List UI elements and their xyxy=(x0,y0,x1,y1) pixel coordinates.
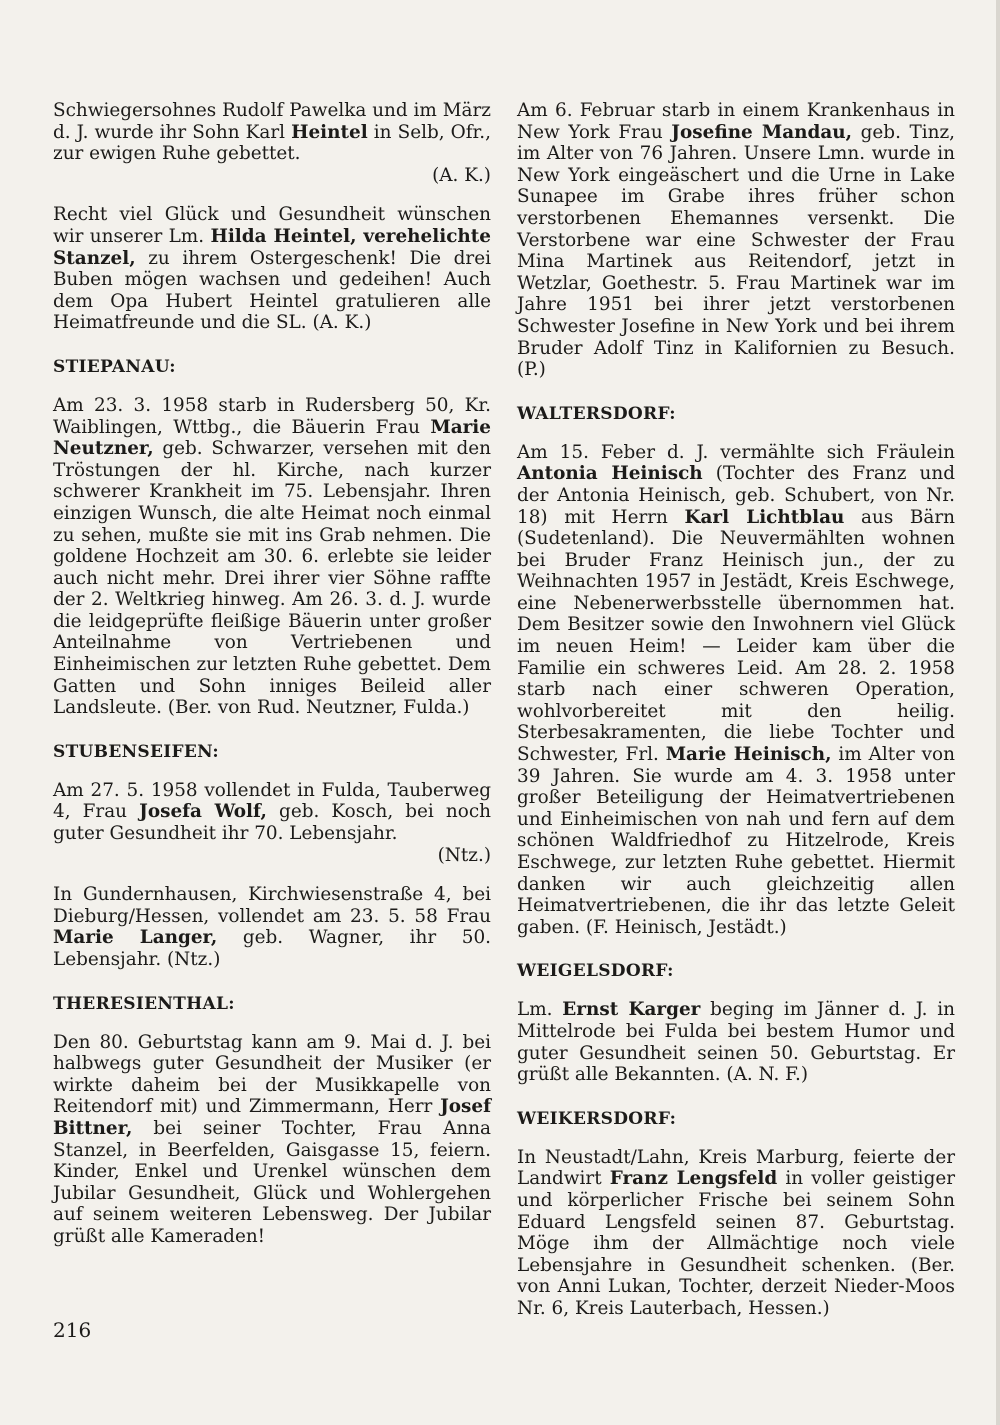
heading-stiepanau: STIEPANAU: xyxy=(53,356,176,377)
signature-ntz: (Ntz.) xyxy=(437,844,491,866)
paragraph-pawelka: Schwiegersohnes Rudolf Pawelka und im März d. J. wurde ihr Sohn Karl Heintel in Selb, Ofr., zur ewigen Ruhe gebettet. xyxy=(53,100,491,165)
paragraph-marie-langer: In Gundernhausen, Kirchwiesenstraße 4, bei Dieburg/Hessen, vollendet am 23. 5. 58 Frau Marie Langer, geb. Wagner, ihr 50. Lebensjahr. (Ntz.) xyxy=(53,884,491,970)
paragraph-josefine-mandau: Am 6. Februar starb in einem Krankenhaus in New York Frau Josefine Mandau, geb. Tinz, im Alter von 76 Jahren. Unsere Lmn. wurde in New York eingeäschert und die Urne in Lake Sunapee im Grabe ihres früher schon verstorbenen Ehemannes versenkt. Die Verstorbene war eine Schwester der Frau Mina Martinek aus Reitendorf, jetzt in Wetzlar, Goethestr. 5. Frau Martinek war im Jahre 1951 bei ihrer jetzt verstorbenen Schwester Josefine in New York und bei ihrem Bruder Adolf Tinz in Kalifornien zu Besuch. (P.) xyxy=(517,100,955,381)
paragraph-hilda-heintel: Recht viel Glück und Gesundheit wünschen wir unserer Lm. Hilda Heintel, verehelichte Stanzel, zu ihrem Ostergeschenk! Die drei Buben mögen wachsen und gedeihen! Auch dem Opa Hubert Heintel gratulieren alle Heimatfreunde und die SL. (A. K.) xyxy=(53,204,491,334)
paragraph-ernst-karger: Lm. Ernst Karger beging im Jänner d. J. in Mittelrode bei Fulda bei bestem Humor und guter Gesundheit seinen 50. Geburtstag. Er grüßt alle Bekannten. (A. N. F.) xyxy=(517,999,956,1086)
heading-weikersdorf: WEIKERSDORF: xyxy=(517,1108,677,1129)
paragraph-josefa-wolf: Am 27. 5. 1958 vollendet in Fulda, Tauberweg 4, Frau Josefa Wolf, geb. Kosch, bei noch guter Gesundheit ihr 70. Lebensjahr. xyxy=(53,779,491,845)
signature-ak: (A. K.) xyxy=(432,164,491,186)
paragraph-antonia-heinisch: Am 15. Feber d. J. vermählte sich Fräulein Antonia Heinisch (Tochter des Franz und der Antonia Heinisch, geb. Schubert, von Nr. 18) mit Herrn Karl Lichtblau aus Bärn (Sudetenland). Die Neuvermählten wohnen bei Bruder Franz Heinisch jun., der zu Weihnachten 1957 in Jestädt, Kreis Eschwege, eine Nebenerwerbsstelle übernommen hat. Dem Besitzer sowie den Inwohnern viel Glück im neuen Heim! — Leider kam über die Familie ein schweres Leid. Am 28. 2. 1958 starb nach einer schweren Operation, wohlvorbereitet mit den heilig. Sterbesakramenten, die liebe Tochter und Schwester, Frl. Marie Heinisch, im Alter von 39 Jahren. Sie wurde am 4. 3. 1958 unter großer Beteiligung der Heimatvertriebenen und Einheimischen von nah und fern auf dem schönen Waldfriedhof zu Hitzelrode, Kreis Eschwege, zur letzten Ruhe gebettet. Hiermit danken wir auch gleichzeitig allen Heimatvertriebenen, die ihr das letzte Geleit gaben. (F. Heinisch, Jestädt.) xyxy=(517,441,955,938)
right-column xyxy=(517,100,955,1320)
heading-theresienthal: THERESIENTHAL: xyxy=(53,993,235,1014)
left-column xyxy=(53,100,491,1248)
heading-waltersdorf: WALTERSDORF: xyxy=(517,403,676,424)
paragraph-marie-neutzner: Am 23. 3. 1958 starb in Rudersberg 50, Kr. Waiblingen, Wttbg., die Bäuerin Frau Marie Neutzner, geb. Schwarzer, versehen mit den Tröstungen der hl. Kirche, nach kurzer schwerer Krankheit im 75. Lebensjahr. Ihren einzigen Wunsch, die alte Heimat noch einmal zu sehen, mußte sie mit ins Grab nehmen. Die goldene Hochzeit am 30. 6. erlebte sie leider auch nicht mehr. Drei ihrer vier Söhne raffte der 2. Weltkrieg hinweg. Am 26. 3. d. J. wurde die leidgeprüfte fleißige Bäuerin unter großer Anteilnahme von Vertriebenen und Einheimischen zur letzten Ruhe gebettet. Dem Gatten und Sohn inniges Beileid aller Landsleute. (Ber. von Rud. Neutzner, Fulda.) xyxy=(53,394,491,719)
paragraph-josef-bittner: Den 80. Geburtstag kann am 9. Mai d. J. bei halbwegs guter Gesundheit der Musiker (er wirkte daheim bei der Musikkapelle von Reitendorf mit) und Zimmermann, Herr Josef Bittner, bei seiner Tochter, Frau Anna Stanzel, in Beerfelden, Gaisgasse 15, feiern. Kinder, Enkel und Urenkel wünschen dem Jubilar Gesundheit, Glück und Wohlergehen auf seinem weiteren Lebensweg. Der Jubilar grüßt alle Kameraden! xyxy=(53,1031,491,1247)
heading-stubenseifen: STUBENSEIFEN: xyxy=(53,741,219,762)
paragraph-franz-lengsfeld: In Neustadt/Lahn, Kreis Marburg, feierte der Landwirt Franz Lengsfeld in voller geistiger und körperlicher Frische bei seinem Sohn Eduard Lengsfeld seinen 87. Geburtstag. Möge ihm der Allmächtige noch viele Lebensjahre in Gesundheit schenken. (Ber. von Anni Lukan, Tochter, derzeit Nieder-Moos Nr. 6, Kreis Lauterbach, Hessen.) xyxy=(517,1146,956,1319)
page-edge-shadow xyxy=(996,0,1000,1425)
page-number: 216 xyxy=(53,1318,92,1342)
heading-weigelsdorf: WEIGELSDORF: xyxy=(517,961,674,982)
